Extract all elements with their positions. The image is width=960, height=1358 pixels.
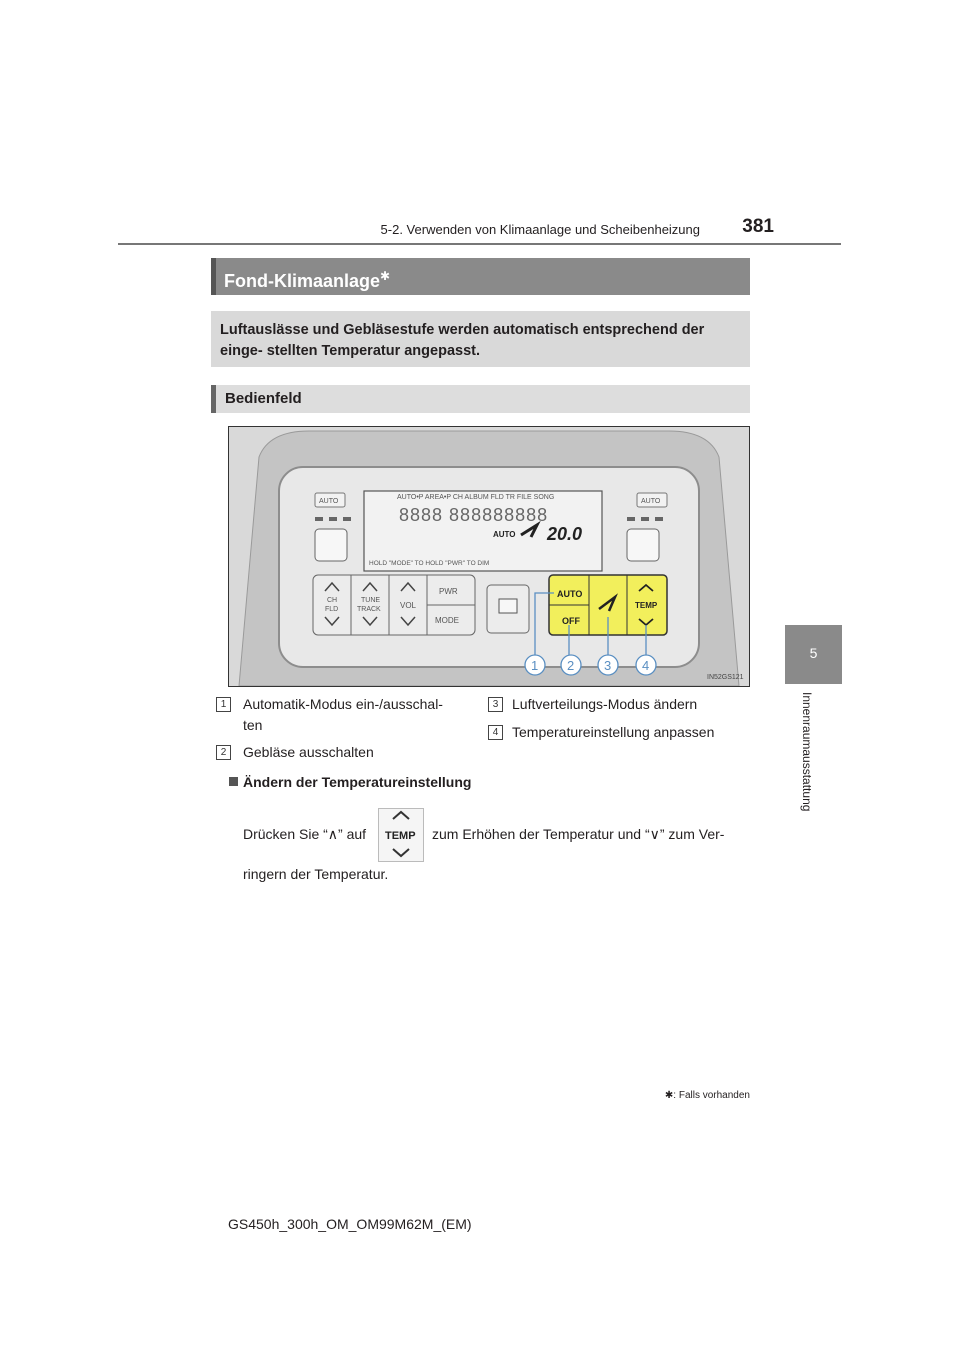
inline-temp-label: TEMP — [385, 830, 416, 842]
display-top-labels: AUTO•P AREA•P CH ALBUM FLD TR FILE SONG — [397, 494, 555, 501]
display-auto-text: AUTO — [493, 530, 516, 539]
temp-text-line2: ringern der Temperatur. — [243, 866, 389, 882]
running-header: 5-2. Verwenden von Klimaanlage und Scheibenheizung — [380, 222, 700, 237]
temperature-subheading — [229, 774, 471, 790]
item-number-3: 3 — [488, 697, 503, 712]
callout-3: 3 — [604, 658, 612, 673]
chapter-tab: 5 — [785, 625, 842, 684]
intro-text: Luftauslässe und Gebläsestufe werden automatisch entsprechend der einge- stellten Temperatur angepasst. — [211, 311, 750, 367]
footnote-marker: ✱ — [664, 1090, 674, 1101]
auto-left-label: AUTO — [319, 498, 339, 505]
display-temperature: 20.0 — [547, 524, 583, 544]
temp-button-icon — [378, 808, 424, 862]
item-text-3: Luftverteilungs-Modus ändern — [512, 696, 698, 712]
page-number: 381 — [742, 216, 774, 237]
svg-text:8888 888888888: 8888 888888888 — [399, 505, 549, 525]
callout-4: 4 — [642, 658, 650, 673]
ch-label: CH — [327, 597, 338, 604]
display-bottom-text: HOLD "MODE" TO HOLD "PWR" TO DIM — [369, 560, 490, 567]
control-panel-figure — [228, 426, 750, 687]
auto-right-label: AUTO — [641, 498, 661, 505]
footnote-text: : Falls vorhanden — [673, 1090, 750, 1101]
vol-label: VOL — [400, 601, 417, 610]
asterisk-marker: ✱ — [380, 269, 391, 283]
control-panel-illustration — [229, 427, 749, 686]
auto-button-label: AUTO — [557, 589, 583, 599]
track-label: TRACK — [357, 606, 381, 613]
temp-button-graphic — [379, 809, 423, 861]
figure-code: IN52GS121 — [707, 674, 744, 681]
mode-label: MODE — [435, 616, 459, 625]
item-number-1: 1 — [216, 697, 231, 712]
item-number-2: 2 — [216, 745, 231, 760]
chapter-title: Innenraumausstattung — [800, 692, 814, 812]
document-code: GS450h_300h_OM_OM99M62M_(EM) — [228, 1216, 472, 1232]
temp-text-before: Drücken Sie “∧” auf — [243, 826, 367, 842]
square-bullet-icon — [229, 777, 238, 786]
item-text-2: Gebläse ausschalten — [243, 744, 374, 760]
temperature-subheading-text: Ändern der Temperatureinstellung — [243, 774, 472, 790]
temp-button-label: TEMP — [635, 601, 658, 610]
section-heading-text: Fond-Klimaanlage — [224, 271, 381, 291]
subheading-bedienfeld: Bedienfeld — [211, 385, 750, 413]
off-button-label: OFF — [562, 616, 580, 626]
tune-label: TUNE — [361, 597, 381, 604]
pwr-label: PWR — [439, 587, 458, 596]
callout-1: 1 — [531, 658, 539, 673]
section-heading — [211, 258, 750, 295]
callout-2: 2 — [567, 658, 575, 673]
fld-label: FLD — [325, 606, 339, 613]
item-number-4: 4 — [488, 725, 503, 740]
footnote — [600, 1090, 750, 1101]
item-text-4: Temperatureinstellung anpassen — [512, 724, 715, 740]
temp-text-after: zum Erhöhen der Temperatur und “∨” zum Ver- — [432, 826, 725, 842]
item-text-1: Automatik-Modus ein-/ausschal- ten — [243, 696, 443, 733]
header-rule — [118, 243, 841, 245]
